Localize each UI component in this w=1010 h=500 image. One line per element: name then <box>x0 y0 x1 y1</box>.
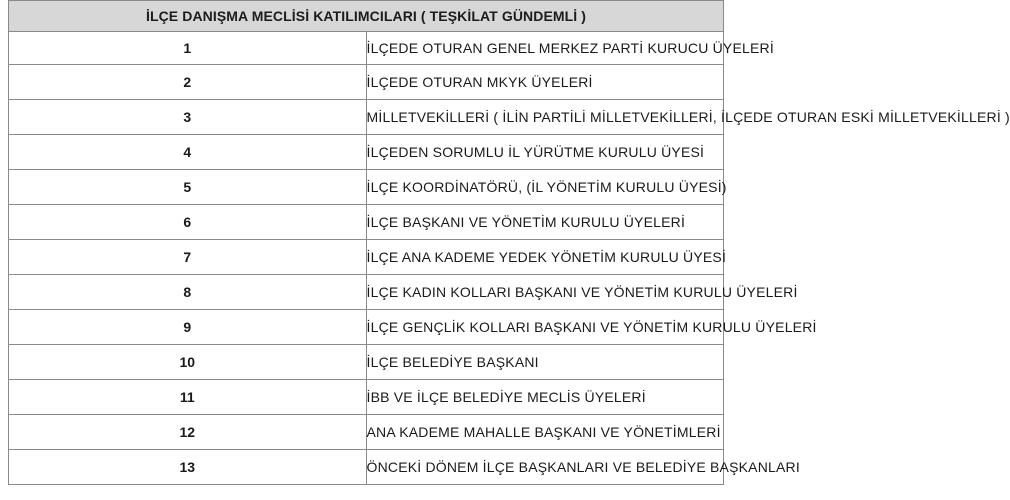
table-row <box>9 100 724 135</box>
row-text: İLÇEDEN SORUMLU İL YÜRÜTME KURULU ÜYESİ <box>366 135 724 170</box>
row-text: ÖNCEKİ DÖNEM İLÇE BAŞKANLARI VE BELEDİYE BAŞKANLARI <box>366 450 724 485</box>
table-row <box>9 450 724 485</box>
row-text: İLÇEDE OTURAN GENEL MERKEZ PARTİ KURUCU ÜYELERİ <box>366 32 724 65</box>
table-row <box>9 275 724 310</box>
row-number: 3 <box>9 100 367 135</box>
table-row <box>9 380 724 415</box>
table-row <box>9 415 724 450</box>
table-row <box>9 205 724 240</box>
table-row <box>9 240 724 275</box>
row-text: İLÇE KADIN KOLLARI BAŞKANI VE YÖNETİM KURULU ÜYELERİ <box>366 275 724 310</box>
row-text: İLÇE BAŞKANI VE YÖNETİM KURULU ÜYELERİ <box>366 205 724 240</box>
table-body <box>9 32 1010 485</box>
row-number: 1 <box>9 32 367 65</box>
table-title-row <box>9 1 724 32</box>
table-row <box>9 345 724 380</box>
row-text: İBB VE İLÇE BELEDİYE MECLİS ÜYELERİ <box>366 380 724 415</box>
row-number: 9 <box>9 310 367 345</box>
row-text: MİLLETVEKİLLERİ ( İLİN PARTİLİ MİLLETVEKİLLERİ, İLÇEDE OTURAN ESKİ MİLLETVEKİLLERİ ) <box>366 100 724 135</box>
row-text: İLÇE GENÇLİK KOLLARI BAŞKANI VE YÖNETİM KURULU ÜYELERİ <box>366 310 724 345</box>
participants-table <box>8 0 1010 485</box>
table-row <box>9 135 724 170</box>
row-text: İLÇE BELEDİYE BAŞKANI <box>366 345 724 380</box>
row-number: 11 <box>9 380 367 415</box>
row-text: ANA KADEME MAHALLE BAŞKANI VE YÖNETİMLERİ <box>366 415 724 450</box>
row-number: 5 <box>9 170 367 205</box>
row-text: İLÇE ANA KADEME YEDEK YÖNETİM KURULU ÜYESİ <box>366 240 724 275</box>
row-number: 6 <box>9 205 367 240</box>
table-title: İLÇE DANIŞMA MECLİSİ KATILIMCILARI ( TEŞKİLAT GÜNDEMLİ ) <box>9 1 724 32</box>
row-number: 8 <box>9 275 367 310</box>
row-number: 10 <box>9 345 367 380</box>
table-row <box>9 32 724 65</box>
table-row <box>9 170 724 205</box>
table-row <box>9 65 724 100</box>
table-header <box>9 1 724 32</box>
table-row <box>9 310 724 345</box>
row-number: 13 <box>9 450 367 485</box>
row-number: 4 <box>9 135 367 170</box>
row-number: 7 <box>9 240 367 275</box>
row-text: İLÇEDE OTURAN MKYK ÜYELERİ <box>366 65 724 100</box>
row-number: 2 <box>9 65 367 100</box>
row-text: İLÇE KOORDİNATÖRÜ, (İL YÖNETİM KURULU ÜYESİ) <box>366 170 724 205</box>
row-number: 12 <box>9 415 367 450</box>
